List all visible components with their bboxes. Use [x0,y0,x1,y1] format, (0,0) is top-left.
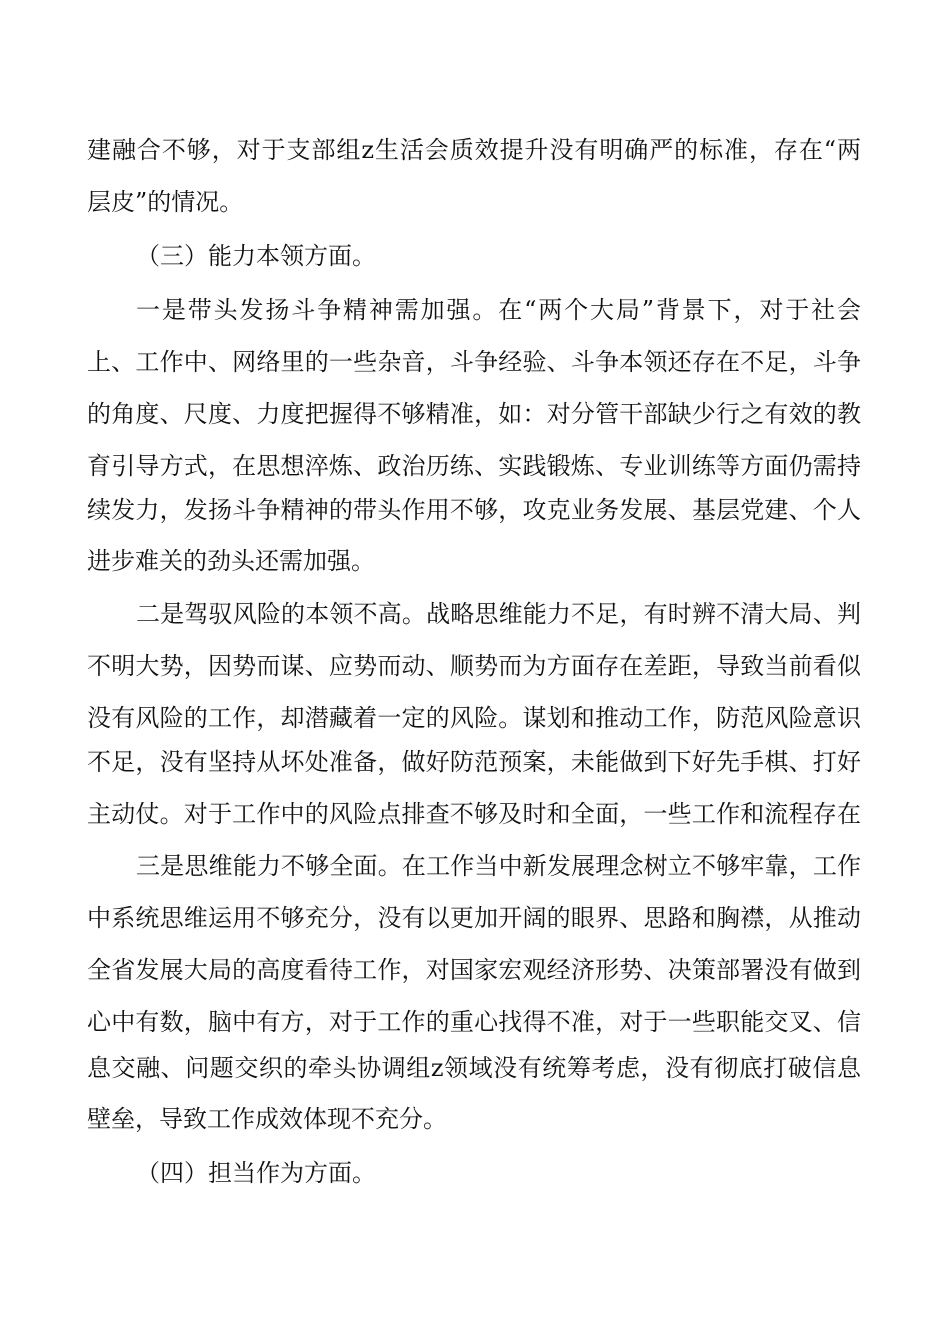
body-text-line: 育引导方式，在思想淬炼、政治历练、实践锻炼、专业训练等方面仍需持 [87,452,861,480]
body-text-line: 上、工作中、网络里的一些杂音，斗争经验、斗争本领还存在不足，斗争 [87,348,861,376]
body-text-line: 壁垒，导致工作成效体现不充分。 [87,1105,447,1133]
body-text-line: 不明大势，因势而谋、应势而动、顺势而为方面存在差距，导致当前看似 [87,652,861,680]
paragraph-first-line: 一是带头发扬斗争精神需加强。在“两个大局”背景下，对于社会 [136,296,861,324]
body-text-line: 全省发展大局的高度看待工作，对国家宏观经济形势、决策部署没有做到 [87,956,861,984]
body-text-line: 续发力，发扬斗争精神的带头作用不够，攻克业务发展、基层党建、个人 [87,496,861,524]
body-text-line: 进步难关的劲头还需加强。 [87,547,375,575]
body-text-line: 的角度、尺度、力度把握得不够精准，如：对分管干部缺少行之有效的教 [87,400,861,428]
body-text-line: 心中有数，脑中有方，对于工作的重心找得不准，对于一些职能交叉、信 [87,1008,861,1036]
body-text-line: 息交融、问题交织的牵头协调组z领域没有统筹考虑，没有彻底打破信息 [87,1054,861,1082]
body-text-line: 建融合不够，对于支部组z生活会质效提升没有明确严的标准，存在“两 [87,136,861,164]
body-text-line: 层皮”的情况。 [87,188,244,216]
paragraph-first-line: 三是思维能力不够全面。在工作当中新发展理念树立不够牢靠，工作 [136,852,861,880]
section-heading: （四）担当作为方面。 [136,1159,376,1187]
body-text-line: 不足，没有坚持从坏处准备，做好防范预案，未能做到下好先手棋、打好 [87,748,861,776]
body-text-line: 主动仗。对于工作中的风险点排查不够及时和全面，一些工作和流程存在 [87,800,861,828]
section-heading: （三）能力本领方面。 [136,242,376,270]
body-text-line: 没有风险的工作，却潜藏着一定的风险。谋划和推动工作，防范风险意识 [87,704,861,732]
paragraph-first-line: 二是驾驭风险的本领不高。战略思维能力不足，有时辨不清大局、判 [136,600,861,628]
body-text-line: 中系统思维运用不够充分，没有以更加开阔的眼界、思路和胸襟，从推动 [87,904,861,932]
